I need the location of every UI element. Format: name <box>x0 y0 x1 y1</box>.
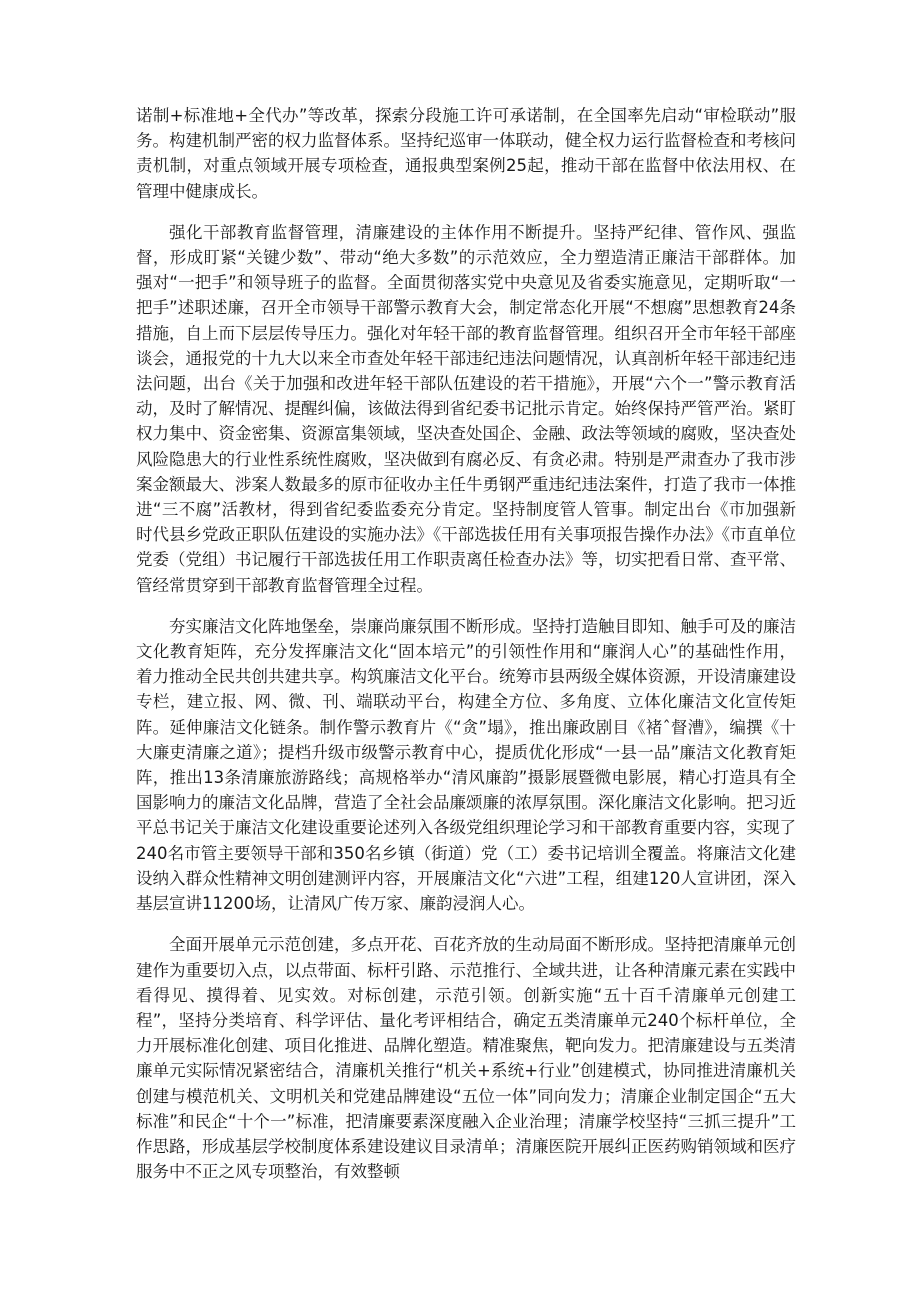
paragraph-2: 强化干部教育监督管理，清廉建设的主体作用不断提升。坚持严纪律、管作风、强监督，形成盯紧“关键少数”、带动“绝大多数”的示范效应，全力塑造清正廉洁干部群体。加强对“一把手”和领导班子的监督。全面贯彻落实党中央意见及省委实施意见，定期听取“一把手”述职述廉，召开全市领导干部警示教育大会，制定常态化开展“不想腐”思想教育24条措施，自上而下层层传导压力。强化对年轻干部的教育监督管理。组织召开全市年轻干部座谈会，通报党的十九大以来全市查处年轻干部违纪违法问题情况，认真剖析年轻干部违纪违法问题，出台《关于加强和改进年轻干部队伍建设的若干措施》，开展“六个一”警示教育活动，及时了解情况、提醒纠偏，该做法得到省纪委书记批示肯定。始终保持严管严治。紧盯权力集中、资金密集、资源富集领域，坚决查处国企、金融、政法等领域的腐败，坚决查处风险隐患大的行业性系统性腐败，坚决做到有腐必反、有贪必肃。特别是严肃查办了我市涉案金额最大、涉案人数最多的原市征收办主任牛勇钢严重违纪违法案件，打造了我市一体推进“三不腐”活教材，得到省纪委监委充分肯定。坚持制度管人管事。制定出台《市加强新时代县乡党政正职队伍建设的实施办法》《干部选拔任用有关事项报告操作办法》《市直单位党委（党组）书记履行干部选拔任用工作职责离任检查办法》等，切实把看日常、查平常、管经常贯穿到干部教育监督管理全过程。 <box>136 222 796 595</box>
paragraph-4: 全面开展单元示范创建，多点开花、百花齐放的生动局面不断形成。坚持把清廉单元创建作为重要切入点，以点带面、标杆引路、示范推行、全域共进，让各种清廉元素在实践中看得见、摸得着、见实效。对标创建，示范引领。创新实施“五十百千清廉单元创建工程”，坚持分类培育、科学评估、量化考评相结合，确定五类清廉单元240个标杆单位，全力开展标准化创建、项目化推进、品牌化塑造。精准聚焦，靶向发力。把清廉建设与五类清廉单元实际情况紧密结合，清廉机关推行“机关+系统+行业”创建模式，协同推进清廉机关创建与模范机关、文明机关和党建品牌建设“五位一体”同向发力；清廉企业制定国企“五大标准”和民企“十个一”标准，把清廉要素深度融入企业治理；清廉学校坚持“三抓三提升”工作思路，形成基层学校制度体系建设建议目录清单；清廉医院开展纠正医药购销领域和医疗服务中不正之风专项整治，有效整顿 <box>136 935 796 1182</box>
paragraph-3: 夯实廉洁文化阵地堡垒，崇廉尚廉氛围不断形成。坚持打造触目即知、触手可及的廉洁文化教育矩阵，充分发挥廉洁文化“固本培元”的引领性作用和“廉润人心”的基础性作用，着力推动全民共创共建共享。构筑廉洁文化平台。统筹市县两级全媒体资源，开设清廉建设专栏，建立报、网、微、刊、端联动平台，构建全方位、多角度、立体化廉洁文化宣传矩阵。延伸廉洁文化链条。制作警示教育片《“贪”塌》，推出廉政剧目《褚ˆ督漕》，编撰《十大廉吏清廉之道》；提档升级市级警示教育中心，提质优化形成“一县一品”廉洁文化教育矩阵，推出13条清廉旅游路线；高规格举办“清风廉韵”摄影展暨微电影展，精心打造具有全国影响力的廉洁文化品牌，营造了全社会品廉颂廉的浓厚氛围。深化廉洁文化影响。把习近平总书记关于廉洁文化建设重要论述列入各级党组织理论学习和干部教育重要内容，实现了240名市管主要领导干部和350名乡镇（街道）党（工）委书记培训全覆盖。将廉洁文化建设纳入群众性精神文明创建测评内容，开展廉洁文化“六进”工程，组建120人宣讲团，深入基层宣讲11200场，让清风广传万家、廉韵浸润人心。 <box>136 616 796 914</box>
document-body <box>136 103 796 1200</box>
paragraph-1: 诺制+标准地+全代办”等改革，探索分段施工许可承诺制，在全国率先启动“审检联动”服务。构建机制严密的权力监督体系。坚持纪巡审一体联动，健全权力运行监督检查和考核问责机制，对重点领域开展专项检查，通报典型案例25起，推动干部在监督中依法用权、在管理中健康成长。 <box>136 106 796 201</box>
